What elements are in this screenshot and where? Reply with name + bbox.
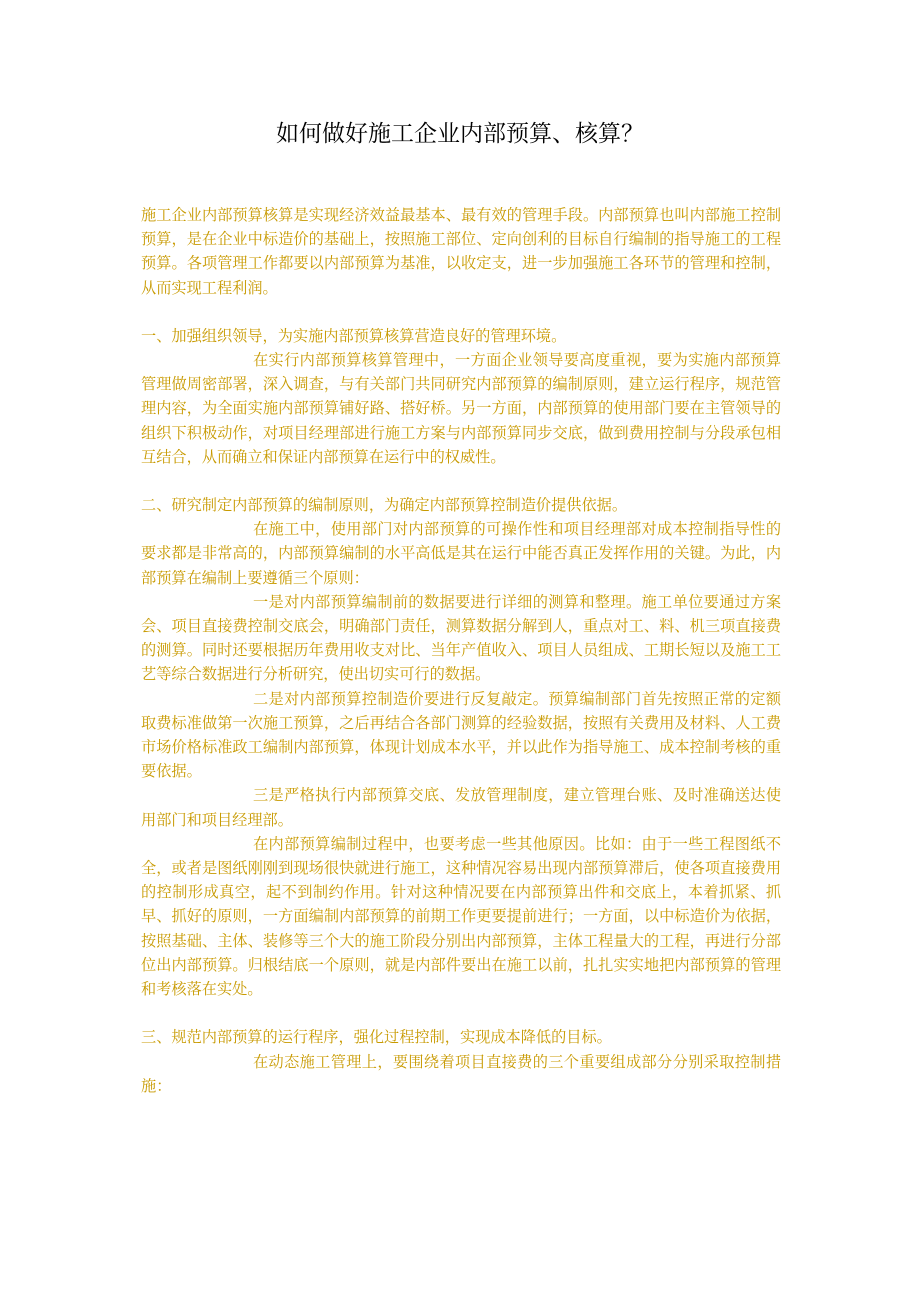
section-heading-2: 二、研究制定内部预算的编制原则，为确定内部预算控制造价提供依据。 (141, 496, 627, 515)
paragraph-spacer (141, 300, 781, 324)
section-1-paragraph: 在实行内部预算核算管理中，一方面企业领导要高度重视，要为实施内部预算管理做周密部署，深入调查，与有关部门共同研究内部预算的编制原则，建立运行程序，规范管理内容，为全面实施内部预算铺好路、搭好桥。另一方面，内部预算的使用部门要在主管领导的组织下积极动作，对项目经理部进行施工方案与内部预算同步交底，做到费用控制与分段承包相互结合，从而确立和保证内部预算在运行中的权威性。 (141, 351, 781, 466)
principle-3-paragraph: 三是严格执行内部预算交底、发放管理制度，建立管理台账、及时准确送达使用部门和项目经理部。 (141, 786, 781, 829)
other-factors-paragraph: 在内部预算编制过程中，也要考虑一些其他原因。比如：由于一些工程图纸不全，或者是图纸刚刚到现场很快就进行施工，这种情况容易出现内部预算滞后，使各项直接费用的控制形成真空，起不到制约作用。针对这种情况要在内部预算出件和交底上，本着抓紧、抓早、抓好的原则，一方面编制内部预算的前期工作更要提前进行；一方面，以中标造价为依据，按照基础、主体、装修等三个大的施工阶段分别出内部预算，主体工程量大的工程，再进行分部位出内部预算。归根结底一个原则，就是内部件要出在施工以前，扎扎实实地把内部预算的管理和考核落在实处。 (141, 834, 781, 999)
paragraph-spacer (141, 1001, 781, 1025)
principle-2-paragraph: 二是对内部预算控制造价要进行反复敲定。预算编制部门首先按照正常的定额取费标准做第一次施工预算，之后再结合各部门测算的经验数据，按照有关费用及材料、人工费市场价格标准政工编制内部预算，体现计划成本水平，并以此作为指导施工、成本控制考核的重要依据。 (141, 689, 781, 781)
section-3-paragraph: 在动态施工管理上，要围绕着项目直接费的三个重要组成部分分别采取控制措施： (141, 1052, 781, 1095)
section-heading-1: 一、加强组织领导，为实施内部预算核算营造良好的管理环境。 (141, 326, 567, 345)
page-title: 如何做好施工企业内部预算、核算？ (276, 121, 644, 147)
paragraph-spacer (141, 469, 781, 493)
document-body (141, 203, 781, 1098)
principle-1-paragraph: 一是对内部预算编制前的数据要进行详细的测算和整理。施工单位要通过方案会、项目直接费控制交底会，明确部门责任，测算数据分解到人，重点对工、料、机三项直接费的测算。同时还要根据历年费用收支对比、当年产值收入、项目人员组成、工期长短以及施工工艺等综合数据进行分析研究，使出切实可行的数据。 (141, 592, 781, 684)
section-heading-3: 三、规范内部预算的运行程序，强化过程控制，实现成本降低的目标。 (141, 1028, 612, 1047)
section-2-paragraph: 在施工中，使用部门对内部预算的可操作性和项目经理部对成本控制指导性的要求都是非常高的，内部预算编制的水平高低是其在运行中能否真正发挥作用的关键。为此，内部预算在编制上要遵循三个原则： (141, 520, 781, 587)
intro-paragraph: 施工企业内部预算核算是实现经济效益最基本、最有效的管理手段。内部预算也叫内部施工控制预算，是在企业中标造价的基础上，按照施工部位、定向创利的目标自行编制的指导施工的工程预算。各项管理工作都要以内部预算为基准，以收定支，进一步加强施工各环节的管理和控制，从而实现工程利润。 (141, 206, 781, 297)
